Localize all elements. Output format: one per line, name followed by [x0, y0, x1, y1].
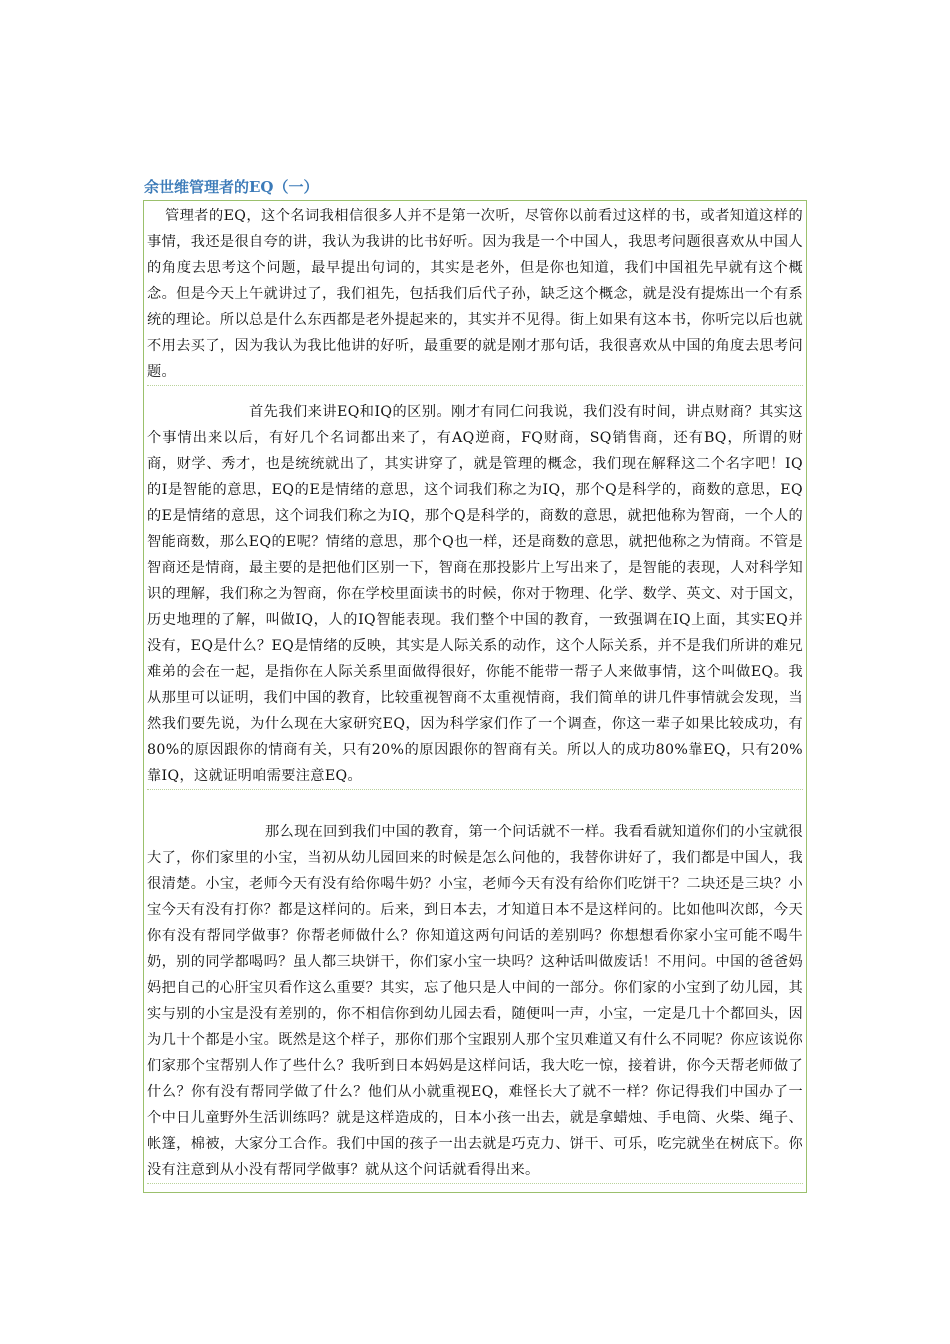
paragraph-2	[147, 399, 803, 790]
paragraph-3-text: 那么现在回到我们中国的教育，第一个问话就不一样。我看看就知道你们的小宝就很大了，你们家里的小宝，当初从幼儿园回来的时候是怎么问他的，我替你讲好了，我们都是中国人，我很清楚。小宝，老师今天有没有给你喝牛奶？小宝，老师今天有没有给你们吃饼干？二块还是三块？小宝今天有没有打你？都是这样问的。后来，到日本去，才知道日本不是这样问的。比如他叫次郎，今天你有没有帮同学做事？你帮老师做什么？你知道这两句问话的差别吗？你想想看你家小宝可能不喝牛奶，别的同学都喝吗？虽人都三块饼干，你们家小宝一块吗？这种话叫做废话！不用问。中国的爸爸妈妈把自己的心肝宝贝看作这么重要？其实，忘了他只是人中间的一部分。你们家的小宝到了幼儿园，其实与别的小宝是没有差别的，你不相信你到幼儿园去看，随便叫一声，小宝，一定是几十个都回头，因为几十个都是小宝。既然是这个样子，那你们那个宝跟别人那个宝贝难道又有什么不同呢？你应该说你们家那个宝帮别人作了些什么？我听到日本妈妈是这样问话，我大吃一惊，接着讲，你今天帮老师做了什么？你有没有帮同学做了什么？他们从小就重视EQ，难怪长大了就不一样？你记得我们中国办了一个中日儿童野外生活训练吗？就是这样造成的，日本小孩一出去，就是拿蜡烛、手电筒、火柴、绳子、帐篷，棉被，大家分工合作。我们中国的孩子一出去就是巧克力、饼干、可乐，吃完就坐在树底下。你没有注意到从小没有帮同学做事？就从这个问话就看得出来。	[147, 824, 803, 1178]
paragraph-1	[147, 203, 803, 386]
paragraph-3	[147, 819, 803, 1184]
content-box	[143, 200, 807, 1193]
document-title: 余世维管理者的EQ（一）	[144, 178, 319, 196]
paragraph-1-text: 管理者的EQ，这个名词我相信很多人并不是第一次听，尽管你以前看过这样的书，或者知道这样的事情，我还是很自夸的讲，我认为我讲的比书好听。因为我是一个中国人，我思考问题很喜欢从中国人的角度去思考这个问题，最早提出句词的，其实是老外，但是你也知道，我们中国祖先早就有这个概念。但是今天上午就讲过了，我们祖先，包括我们后代子孙，缺乏这个概念，就是没有提炼出一个有系统的理论。所以总是什么东西都是老外提起来的，其实并不见得。街上如果有这本书，你听完以后也就不用去买了，因为我认为我比他讲的好听，最重要的就是刚才那句话，我很喜欢从中国的角度去思考问题。	[147, 208, 803, 380]
paragraph-2-text: 首先我们来讲EQ和IQ的区别。刚才有同仁问我说，我们没有时间，讲点财商？其实这个事情出来以后，有好几个名词都出来了，有AQ逆商，FQ财商，SQ销售商，还有BQ，所谓的财商，财学、秀才，也是统统就出了，其实讲穿了，就是管理的概念，我们现在解释这二个名字吧！IQ的I是智能的意思，EQ的E是情绪的意思，这个词我们称之为IQ，那个Q是科学的，商数的意思，EQ的E是情绪的意思，这个词我们称之为IQ，那个Q是科学的，商数的意思，就把他称为智商，一个人的智能商数，那么EQ的E呢？情绪的意思，那个Q也一样，还是商数的意思，就把他称之为情商。不管是智商还是情商，最主要的是把他们区别一下，智商在那投影片上写出来了，是智能的表现，人对科学知识的理解，我们称之为智商，你在学校里面读书的时候，你对于物理、化学、数学、英文、对于国文，历史地理的了解，叫做IQ，人的IQ智能表现。我们整个中国的教育，一致强调在IQ上面，其实EQ并没有，EQ是什么？EQ是情绪的反映，其实是人际关系的动作，这个人际关系，并不是我们所讲的难兄难弟的会在一起，是指你在人际关系里面做得很好，你能不能带一帮子人来做事情，这个叫做EQ。我从那里可以证明，我们中国的教育，比较重视智商不太重视情商，我们简单的讲几件事情就会发现，当然我们要先说，为什么现在大家研究EQ，因为科学家们作了一个调查，你这一辈子如果比较成功，有80%的原因跟你的情商有关，只有20%的原因跟你的智商有关。所以人的成功80%靠EQ，只有20%靠IQ，这就证明咱需要注意EQ。	[147, 404, 803, 784]
